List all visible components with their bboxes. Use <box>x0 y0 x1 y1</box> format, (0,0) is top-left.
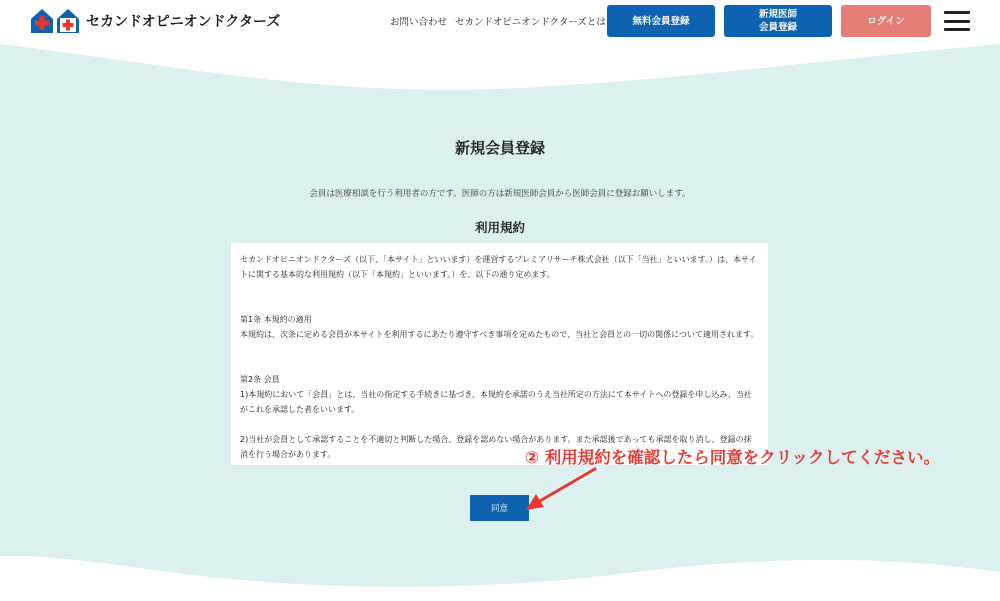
terms-article-2-title: 第2条 会員 <box>240 375 280 384</box>
terms-article-1-body: 本規約は、次条に定める会員が本サイトを利用するにあたり遵守すべき事項を定めたもので、当社と会員との一切の関係について適用されます。 <box>240 330 759 339</box>
site-header <box>0 0 1000 44</box>
logo-house-icon <box>30 8 80 34</box>
login-button[interactable]: ログイン <box>841 5 931 37</box>
logo-text: セカンドオピニオンドクターズ <box>86 14 281 30</box>
terms-article-2-paragraph-1: 1)本規約において「会員」とは、当社の指定する手続きに基づき、本規約を承諾のうえ当社所定の方法にて本サイトへの登録を申し込み、当社がこれを承認した者をいいます。 <box>240 390 752 414</box>
nav-about-link[interactable]: セカンドオピニオンドクターズとは <box>455 17 606 28</box>
page-title: 新規会員登録 <box>454 139 545 157</box>
terms-article-2-paragraph-2: 2)当社が会員として承認することを不適切と判断した場合、登録を認めない場合があります。また承認後であっても承認を取り消し、登録の抹消を行う場合があります。 <box>240 435 752 459</box>
site-logo[interactable] <box>30 8 280 34</box>
terms-preamble: セカンドオピニオンドクターズ（以下、「本サイト」といいます）を運営するプレミアリサーチ株式会社（以下「当社」といいます。）は、本サイトに関する基本的な利用規約（以下「本規約」といいます。）を、以下の通り定めます。 <box>240 255 757 279</box>
doctor-register-button[interactable]: 新規医師 会員登録 <box>724 5 832 37</box>
instruction-annotation: ② 利用規約を確認したら同意をクリックしてください。 <box>525 448 941 467</box>
nav-contact-link[interactable]: お問い合わせ <box>390 17 448 28</box>
terms-article-1-title: 第1条 本規約の適用 <box>240 315 312 324</box>
hamburger-menu-icon[interactable] <box>944 10 970 32</box>
terms-heading: 利用規約 <box>474 220 525 235</box>
terms-scroll-box[interactable] <box>231 243 768 465</box>
agree-button[interactable]: 同意 <box>470 495 529 521</box>
intro-text: 会員は医療相談を行う利用者の方です。医師の方は新規医師会員から医師会員に登録お願いします。 <box>309 189 691 199</box>
free-register-button[interactable]: 無料会員登録 <box>607 5 715 37</box>
